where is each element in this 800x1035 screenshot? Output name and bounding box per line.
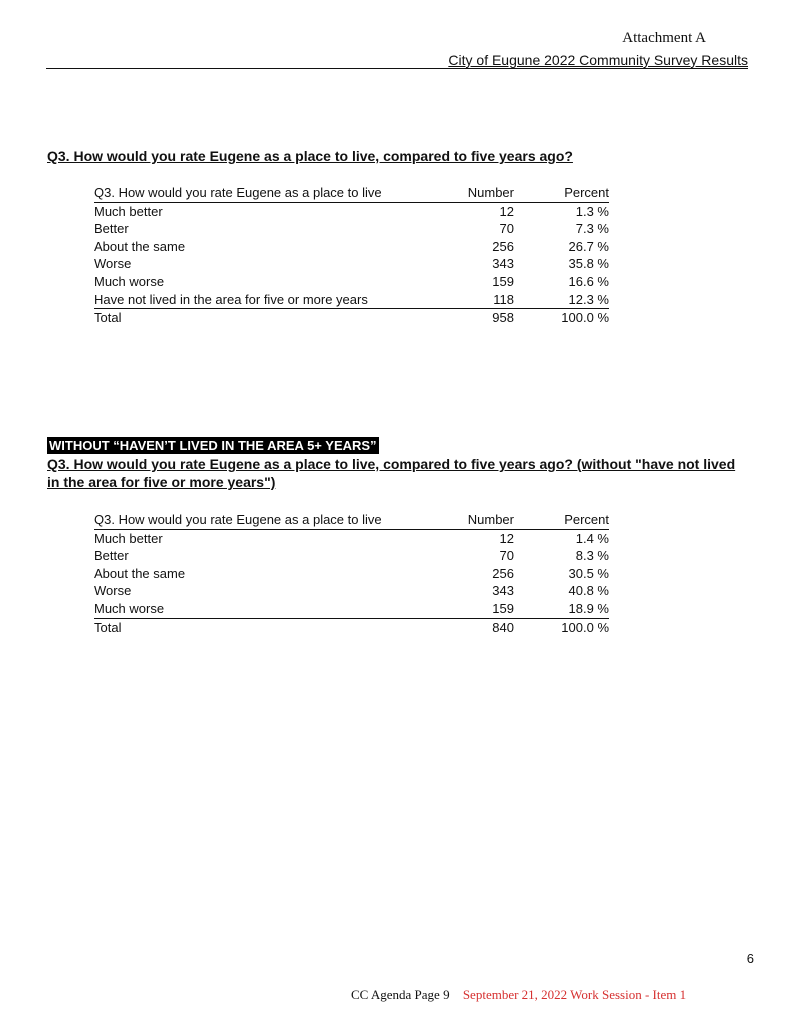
row-percent: 18.9 % <box>514 600 609 618</box>
row-percent: 40.8 % <box>568 583 609 599</box>
page-footer <box>351 987 686 1003</box>
table-row <box>94 600 609 618</box>
column-header-number: Number <box>414 511 514 529</box>
table-row <box>94 273 609 291</box>
filter-banner: WITHOUT “HAVEN’T LIVED IN THE AREA 5+ YEARS” <box>49 438 377 453</box>
table-row <box>94 255 609 273</box>
column-header-label: Q3. How would you rate Eugene as a place to live <box>94 184 414 202</box>
row-number: 70 <box>499 221 514 237</box>
row-percent: 8.3 % <box>575 548 609 564</box>
row-percent: 7.3 % <box>575 221 609 237</box>
work-session-label: September 21, 2022 Work Session - Item 1 <box>462 987 687 1002</box>
table-row <box>94 529 609 547</box>
row-percent: 12.3 % <box>514 291 609 309</box>
row-percent: 30.5 % <box>568 565 609 581</box>
document-subtitle <box>46 52 748 69</box>
row-label: Worse <box>94 583 132 599</box>
total-number: 958 <box>492 310 514 326</box>
row-number: 343 <box>492 583 514 599</box>
column-header-percent: Percent <box>514 184 609 202</box>
row-label: About the same <box>94 238 186 254</box>
table-row <box>94 582 609 600</box>
document-subtitle-text: City of Eugune 2022 Community Survey Results <box>448 52 748 68</box>
total-percent: 100.0 % <box>561 310 609 326</box>
results-table-1 <box>94 184 609 327</box>
row-percent: 26.7 % <box>568 238 609 254</box>
total-row <box>94 618 609 636</box>
row-label: Have not lived in the area for five or more years <box>94 291 414 309</box>
row-number: 256 <box>492 565 514 581</box>
total-percent: 100.0 % <box>561 619 609 635</box>
row-number: 343 <box>492 256 514 272</box>
row-percent: 16.6 % <box>568 273 609 289</box>
row-number: 12 <box>499 530 514 546</box>
column-header-number: Number <box>414 184 514 202</box>
row-label: Much better <box>94 203 163 219</box>
table-header-row <box>94 184 609 202</box>
total-label: Total <box>94 619 122 635</box>
row-label: Much worse <box>94 600 414 618</box>
question-title-2: Q3. How would you rate Eugene as a place to live, compared to five years ago? (without "have not lived in the area for five or more years") <box>47 456 736 490</box>
row-percent: 1.4 % <box>575 530 609 546</box>
row-label: Better <box>94 221 129 237</box>
row-label: Better <box>94 548 129 564</box>
question-title-1: Q3. How would you rate Eugene as a place to live, compared to five years ago? <box>47 148 573 164</box>
table-row <box>94 547 609 565</box>
table-row <box>94 291 609 309</box>
table-row <box>94 202 609 220</box>
total-label: Total <box>94 310 122 326</box>
total-row <box>94 309 609 327</box>
column-header-percent: Percent <box>514 511 609 529</box>
row-number: 256 <box>492 238 514 254</box>
total-number: 840 <box>492 619 514 635</box>
page-number: 6 <box>746 951 754 966</box>
attachment-label: Attachment A <box>622 30 706 46</box>
row-number: 12 <box>499 203 514 219</box>
row-label: Much worse <box>94 273 165 289</box>
row-label: About the same <box>94 565 186 581</box>
column-header-label: Q3. How would you rate Eugene as a place to live <box>94 511 414 529</box>
row-number: 159 <box>492 273 514 289</box>
row-percent: 1.3 % <box>575 203 609 219</box>
table-row <box>94 565 609 583</box>
row-number: 118 <box>414 291 514 309</box>
table-header-row <box>94 511 609 529</box>
table-row <box>94 238 609 256</box>
row-label: Worse <box>94 256 132 272</box>
row-percent: 35.8 % <box>568 256 609 272</box>
row-number: 159 <box>414 600 514 618</box>
row-label: Much better <box>94 530 163 546</box>
table-row <box>94 220 609 238</box>
results-table-2 <box>94 511 609 636</box>
row-number: 70 <box>499 548 514 564</box>
agenda-page-label: CC Agenda Page 9 <box>351 987 450 1002</box>
